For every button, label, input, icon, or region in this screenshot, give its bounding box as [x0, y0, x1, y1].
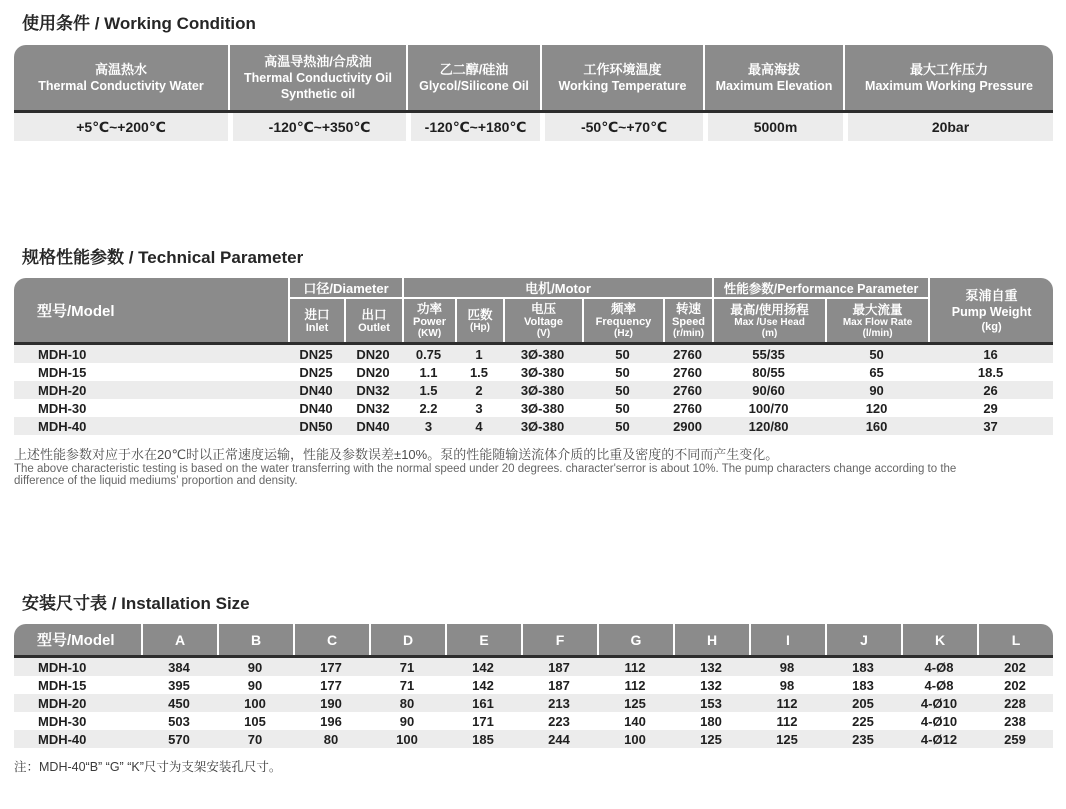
- column-header-working-temperature: [540, 45, 703, 110]
- cell-flow: 50: [825, 345, 928, 363]
- dim-cell: 142: [472, 677, 494, 693]
- column-header-dim-b: B: [217, 624, 293, 655]
- header-unit: (l/min): [862, 327, 893, 339]
- cell-outlet: DN32: [356, 400, 390, 416]
- cell-flow: 160: [825, 417, 928, 435]
- cell-outlet: DN40: [344, 417, 402, 435]
- cell-voltage: 3Ø-380: [520, 364, 565, 380]
- column-header-dim-l: L: [977, 624, 1053, 655]
- dim-cell: 125: [749, 730, 825, 748]
- cell-head: 80/55: [752, 364, 785, 380]
- cell-hp: 1.5: [469, 364, 489, 380]
- column-header-max-flow: [825, 299, 928, 342]
- cell-speed: 2760: [663, 345, 712, 363]
- column-header-dim-f: F: [521, 624, 597, 655]
- header-zh: 高温导热油/合成油: [264, 54, 372, 69]
- header-unit: (Hp): [470, 322, 490, 333]
- dim-cell: 213: [521, 694, 597, 712]
- cell-model: MDH-30: [38, 713, 87, 729]
- column-header-model: 型号/Model: [14, 624, 141, 655]
- cell-outlet: DN20: [356, 364, 390, 380]
- dim-cell: 4-Ø8: [924, 677, 954, 693]
- dim-cell: 238: [1004, 713, 1026, 729]
- dim-cell: 125: [597, 694, 673, 712]
- column-header-dim-g: G: [597, 624, 673, 655]
- column-header-inlet: [288, 299, 344, 342]
- cell-weight: 37: [928, 417, 1053, 435]
- dim-cell: 161: [445, 694, 521, 712]
- dim-cell: 205: [825, 694, 901, 712]
- header-unit: (kg): [981, 320, 1002, 333]
- table-row: [14, 676, 1053, 694]
- dim-cell: 112: [597, 658, 673, 676]
- cell-working-temperature-range: -50℃~+70℃: [540, 113, 703, 141]
- dim-cell: 100: [597, 730, 673, 748]
- header-en: Maximum Working Pressure: [865, 79, 1033, 93]
- column-header-dim-k: K: [901, 624, 977, 655]
- dim-cell: 4-Ø10: [901, 694, 977, 712]
- dim-cell: 100: [369, 730, 445, 748]
- dim-cell: 132: [673, 658, 749, 676]
- install-header-row: [14, 624, 1053, 655]
- column-header-glycol: [406, 45, 540, 110]
- table-row: [14, 417, 1053, 435]
- column-header-max-elevation: [703, 45, 843, 110]
- dim-cell: 112: [749, 694, 825, 712]
- dim-cell: 503: [168, 713, 190, 729]
- column-header-thermal-oil: [228, 45, 406, 110]
- cell-power: 2.2: [419, 400, 438, 416]
- dim-cell: 202: [1004, 677, 1026, 693]
- dim-cell: 112: [624, 677, 646, 693]
- dim-cell: 395: [168, 677, 190, 693]
- cell-model: MDH-10: [14, 345, 288, 363]
- cell-flow: 120: [865, 400, 888, 416]
- header-zh: 最大工作压力: [909, 62, 988, 77]
- section-title-installation-size: 安装尺寸表 / Installation Size: [22, 594, 250, 613]
- table-row: [14, 658, 1053, 676]
- dim-cell: 187: [521, 658, 597, 676]
- header-zh: 乙二醇/硅油: [439, 62, 509, 77]
- dim-cell: 190: [293, 694, 369, 712]
- header-en: Inlet: [305, 321, 329, 334]
- header-en: Thermal Conductivity Water: [38, 79, 204, 93]
- dim-cell: 244: [521, 730, 597, 748]
- dim-cell: 105: [244, 713, 266, 729]
- header-zh: 高温热水: [94, 62, 147, 77]
- cell-inlet: DN25: [288, 345, 344, 363]
- header-zh: 最大流量: [852, 302, 903, 317]
- column-header-dim-i: I: [749, 624, 825, 655]
- section-title-working-condition: 使用条件 / Working Condition: [22, 14, 256, 33]
- dim-cell: 196: [320, 713, 342, 729]
- dim-cell: 450: [141, 694, 217, 712]
- header-unit: (Hz): [614, 328, 633, 339]
- header-zh: 工作环境温度: [583, 62, 662, 77]
- dim-cell: 90: [217, 658, 293, 676]
- dim-cell: 228: [977, 694, 1053, 712]
- cell-hp: 3: [475, 400, 483, 416]
- cell-hot-water-range: +5℃~+200℃: [14, 113, 228, 141]
- dim-cell: 98: [779, 677, 795, 693]
- column-header-outlet: [344, 299, 402, 342]
- cell-frequency: 50: [582, 417, 663, 435]
- cell-power: 3: [402, 417, 455, 435]
- cell-head: 120/80: [712, 417, 825, 435]
- cell-voltage: 3Ø-380: [520, 400, 565, 416]
- column-header-hp: [455, 299, 503, 342]
- note-line-en1: The above characteristic testing is based on the water transferring with the normal speed under 20 degrees. character'serror is about 10%. The pump characters change according to the: [14, 463, 957, 475]
- cell-voltage: 3Ø-380: [503, 345, 582, 363]
- column-header-dim-d: D: [369, 624, 445, 655]
- dim-cell: 80: [369, 694, 445, 712]
- section-title-technical-parameter: 规格性能参数 / Technical Parameter: [22, 248, 304, 267]
- column-header-model: 型号/Model: [14, 278, 288, 342]
- header-zh: 转速: [676, 302, 702, 316]
- header-zh: 电压: [530, 302, 556, 316]
- cell-model: MDH-15: [38, 364, 87, 380]
- note-line-zh: 上述性能参数对应于水在20℃时以正常速度运输，性能及参数误差±10%。泵的性能随输送流体介质的比重及密度的不同而产生变化。: [14, 447, 779, 462]
- column-header-voltage: [503, 299, 582, 342]
- dim-cell: 177: [293, 658, 369, 676]
- header-en: Maximum Elevation: [715, 79, 833, 93]
- column-header-max-head: [712, 299, 825, 342]
- cell-flow: 90: [825, 381, 928, 399]
- cell-weight: 18.5: [977, 364, 1004, 380]
- header-unit: (V): [536, 328, 551, 339]
- dim-cell: 180: [700, 713, 722, 729]
- cell-frequency: 50: [582, 381, 663, 399]
- cell-model: MDH-40: [14, 417, 288, 435]
- cell-inlet: DN25: [299, 364, 333, 380]
- cell-speed: 2760: [673, 364, 702, 380]
- cell-head: 100/70: [748, 400, 789, 416]
- cell-max-elevation: 5000m: [703, 113, 843, 141]
- dim-cell: 90: [399, 713, 415, 729]
- dim-cell: 223: [548, 713, 570, 729]
- header-en: Voltage: [524, 316, 563, 328]
- dim-cell: 183: [825, 658, 901, 676]
- cell-head: 90/60: [712, 381, 825, 399]
- cell-power: 1.1: [419, 364, 438, 380]
- cell-speed: 2760: [663, 381, 712, 399]
- cell-outlet: DN32: [344, 381, 402, 399]
- dim-cell: 185: [445, 730, 521, 748]
- cell-hp: 4: [455, 417, 503, 435]
- dim-cell: 4-Ø12: [901, 730, 977, 748]
- cell-frequency: 50: [582, 345, 663, 363]
- column-header-dim-c: C: [293, 624, 369, 655]
- cell-weight: 16: [928, 345, 1053, 363]
- cell-speed: 2760: [673, 400, 702, 416]
- table-row: [14, 363, 1053, 381]
- dim-cell: 98: [749, 658, 825, 676]
- header-en: Pump Weight: [951, 304, 1032, 319]
- dim-cell: 80: [293, 730, 369, 748]
- cell-speed: 2900: [663, 417, 712, 435]
- dim-cell: 71: [399, 677, 415, 693]
- dim-cell: 90: [247, 677, 263, 693]
- dim-cell: 202: [977, 658, 1053, 676]
- header-zh: 最高海拔: [747, 62, 800, 77]
- header-zh: 进口: [304, 307, 330, 322]
- note-line-en2: difference of the liquid mediums’ proportion and density.: [14, 475, 298, 487]
- dim-cell: 235: [825, 730, 901, 748]
- dim-cell: 125: [673, 730, 749, 748]
- tech-group-header-row: [14, 278, 1053, 299]
- dim-cell: 70: [217, 730, 293, 748]
- cell-inlet: DN40: [288, 381, 344, 399]
- header-zh: 泵浦自重: [965, 287, 1018, 303]
- header-en: Working Temperature: [558, 79, 687, 93]
- cell-weight: 29: [983, 400, 998, 416]
- header-zh: 出口: [361, 307, 387, 322]
- dim-cell: 187: [548, 677, 570, 693]
- cell-model: MDH-30: [38, 400, 87, 416]
- dim-cell: 4-Ø8: [901, 658, 977, 676]
- header-zh: 功率: [416, 302, 442, 316]
- header-zh: 最高/使用扬程: [730, 302, 809, 317]
- dim-cell: 183: [852, 677, 874, 693]
- dim-cell: 112: [776, 713, 798, 729]
- dim-cell: 100: [217, 694, 293, 712]
- cell-power: 0.75: [402, 345, 455, 363]
- header-en: Speed: [672, 316, 706, 328]
- cell-head: 55/35: [712, 345, 825, 363]
- column-header-power: [402, 299, 455, 342]
- header-zh: 频率: [610, 302, 636, 316]
- cell-voltage: 3Ø-380: [503, 417, 582, 435]
- header-en: Outlet: [358, 321, 390, 334]
- cell-model: MDH-20: [14, 381, 288, 399]
- column-header-max-pressure: [843, 45, 1053, 110]
- working-condition-table: [14, 45, 1053, 141]
- cell-inlet: DN50: [288, 417, 344, 435]
- dim-cell: 570: [141, 730, 217, 748]
- header-en: Power: [412, 316, 446, 328]
- dim-cell: 132: [700, 677, 722, 693]
- cell-model: MDH-15: [38, 677, 87, 693]
- dim-cell: 140: [624, 713, 646, 729]
- table-row: [14, 712, 1053, 730]
- technical-parameter-note: [14, 447, 1066, 487]
- table-row: [14, 730, 1053, 748]
- working-header-row: [14, 45, 1053, 110]
- dim-cell: 171: [472, 713, 494, 729]
- column-header-pump-weight: [928, 278, 1053, 342]
- working-values-row: [14, 113, 1053, 141]
- cell-frequency: 50: [615, 400, 630, 416]
- header-en: Frequency: [595, 316, 652, 328]
- group-header-performance: 性能参数/Performance Parameter: [712, 278, 928, 299]
- column-header-hot-water: [14, 45, 228, 110]
- cell-hp: 2: [455, 381, 503, 399]
- header-unit: (r/min): [672, 328, 705, 339]
- dim-cell: 4-Ø10: [920, 713, 958, 729]
- dim-cell: 177: [320, 677, 342, 693]
- table-row: [14, 694, 1053, 712]
- cell-model: MDH-20: [14, 694, 141, 712]
- dim-cell: 142: [445, 658, 521, 676]
- cell-model: MDH-40: [14, 730, 141, 748]
- column-header-frequency: [582, 299, 663, 342]
- group-header-diameter: 口径/Diameter: [288, 278, 402, 299]
- dim-cell: 225: [852, 713, 874, 729]
- cell-power: 1.5: [402, 381, 455, 399]
- cell-max-pressure: 20bar: [843, 113, 1053, 141]
- technical-parameter-table: [14, 278, 1053, 435]
- table-row: [14, 345, 1053, 363]
- cell-voltage: 3Ø-380: [503, 381, 582, 399]
- header-en: Max /Use Head: [734, 316, 805, 328]
- column-header-dim-j: J: [825, 624, 901, 655]
- header-en2: Synthetic oil: [280, 87, 356, 101]
- column-header-dim-a: A: [141, 624, 217, 655]
- cell-model: MDH-10: [14, 658, 141, 676]
- installation-size-table: [14, 624, 1053, 748]
- header-en: Max Flow Rate: [842, 316, 913, 328]
- cell-frequency: 50: [615, 364, 630, 380]
- dim-cell: 384: [141, 658, 217, 676]
- dim-cell: 259: [977, 730, 1053, 748]
- header-en: Glycol/Silicone Oil: [419, 79, 529, 93]
- header-unit: (m): [761, 327, 778, 339]
- installation-note: 注：MDH-40“B” “G” “K”尺寸为支架安装孔尺寸。: [14, 760, 282, 774]
- cell-thermal-oil-range: -120℃~+350℃: [228, 113, 406, 141]
- header-zh: 匹数: [467, 308, 493, 322]
- cell-weight: 26: [928, 381, 1053, 399]
- cell-outlet: DN20: [344, 345, 402, 363]
- table-row: [14, 381, 1053, 399]
- dim-cell: 71: [369, 658, 445, 676]
- cell-glycol-range: -120℃~+180℃: [406, 113, 540, 141]
- cell-inlet: DN40: [299, 400, 333, 416]
- dim-cell: 153: [673, 694, 749, 712]
- header-en: Thermal Conductivity Oil: [244, 71, 392, 85]
- column-header-speed: [663, 299, 712, 342]
- column-header-dim-h: H: [673, 624, 749, 655]
- column-header-dim-e: E: [445, 624, 521, 655]
- cell-flow: 65: [869, 364, 884, 380]
- header-unit: (KW): [417, 328, 442, 339]
- group-header-motor: 电机/Motor: [402, 278, 712, 299]
- table-row: [14, 399, 1053, 417]
- cell-hp: 1: [455, 345, 503, 363]
